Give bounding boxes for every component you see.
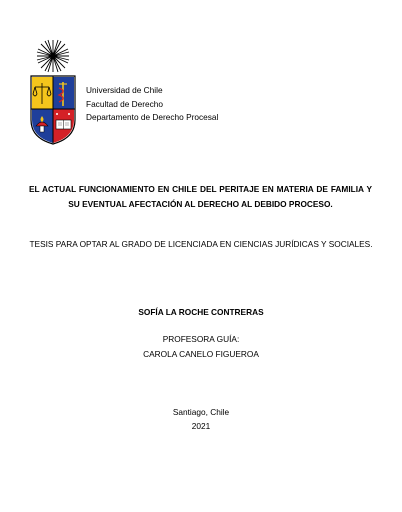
advisor-name: CAROLA CANELO FIGUEROA xyxy=(143,349,259,359)
place-text: Santiago, Chile xyxy=(172,407,230,417)
faculty-name: Facultad de Derecho xyxy=(86,98,164,109)
university-shield-icon xyxy=(23,38,83,146)
institution-block xyxy=(86,84,218,125)
year-text: 2021 xyxy=(191,421,211,431)
shield-quadrant-top-left xyxy=(32,77,53,109)
university-emblem xyxy=(23,38,83,146)
department-name: Departamento de Derecho Procesal xyxy=(86,112,219,122)
university-name: Universidad de Chile xyxy=(86,85,163,95)
place-date-block xyxy=(0,405,402,433)
degree-statement: TESIS PARA OPTAR AL GRADO DE LICENCIADA EN CIENCIAS JURÍDICAS Y SOCIALES. xyxy=(29,239,373,249)
book-icon xyxy=(56,120,71,129)
author-name: SOFÍA LA ROCHE CONTRERAS xyxy=(138,307,264,317)
advisor-block xyxy=(0,332,402,362)
sun-center xyxy=(50,53,56,59)
thesis-title: EL ACTUAL FUNCIONAMIENTO EN CHILE DEL PERITAJE EN MATERIA DE FAMILIA Y SU EVENTUAL AFECTACIÓN AL DERECHO AL DEBIDO PROCESO. xyxy=(29,184,372,209)
advisor-label: PROFESORA GUÍA: xyxy=(162,334,240,344)
